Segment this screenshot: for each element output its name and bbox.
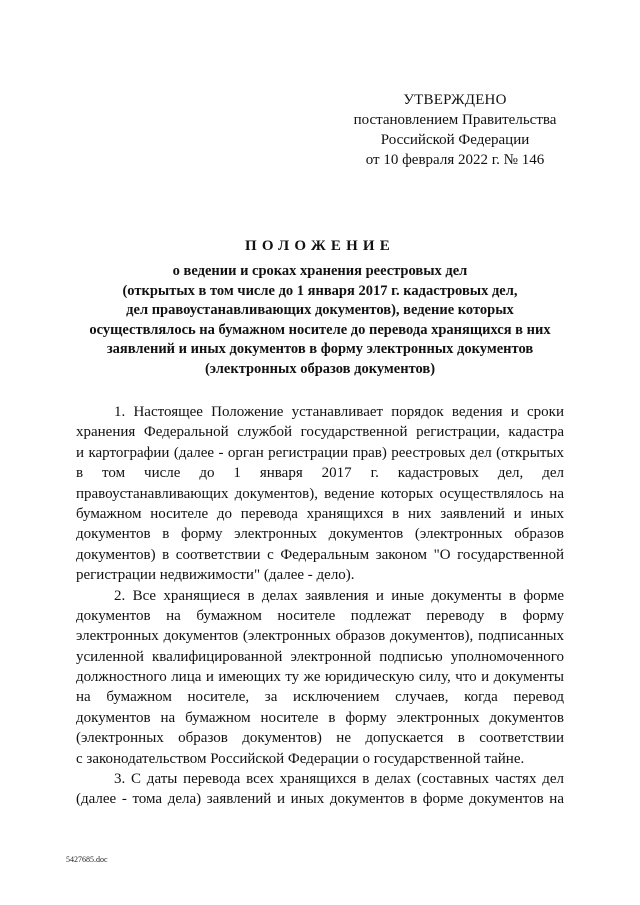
- approval-line-3: от 10 февраля 2022 г. № 146: [365, 152, 545, 168]
- subtitle-line: о ведении и сроках хранения реестровых дел: [172, 263, 468, 279]
- paragraph-1-line: регистрации недвижимости" (далее - дело).: [76, 567, 355, 584]
- paragraph-3-line: (далее - тома дела) заявлений и иных документов в форме документов на: [76, 791, 564, 808]
- document-title: ПОЛОЖЕНИЕ: [244, 238, 396, 254]
- document-subtitle: [40, 262, 600, 379]
- subtitle-line: заявлений и иных документов в форму электронных документов: [106, 341, 534, 357]
- paragraph-2-line: на бумажном носителе, за исключением случаев, когда перевод: [76, 689, 564, 706]
- paragraph-1-line: бумажном носителе до перевода хранящихся в них заявлений и иных: [76, 505, 564, 522]
- document-body: [76, 402, 564, 810]
- paragraph-2-line: электронных документов (электронных образов документов), подписанных: [76, 628, 564, 645]
- paragraph-1-line: документов в форму электронных документов (электронных образов: [76, 526, 564, 543]
- paragraph-2-line: документов на бумажном носителе подлежат переводу в форму: [76, 607, 564, 624]
- paragraph-2-line: усиленной квалифицированной электронной подписью уполномоченного: [76, 648, 564, 665]
- paragraph-1-line: в том числе до 1 января 2017 г. кадастровых дел, дел: [76, 465, 564, 482]
- approval-stamp: УТВЕРЖДЕНО: [403, 92, 507, 108]
- approval-line-2: Российской Федерации: [380, 132, 530, 148]
- subtitle-line: (открытых в том числе до 1 января 2017 г. кадастровых дел,: [122, 282, 518, 299]
- subtitle-line: (электронных образов документов): [204, 360, 436, 377]
- subtitle-line: осуществлялось на бумажном носителе до перевода хранящихся в них: [89, 321, 551, 338]
- approval-block: [340, 90, 570, 170]
- paragraph-2-line: 2. Все хранящиеся в делах заявления и иные документы в форме: [114, 587, 564, 604]
- paragraph-2-line: должностного лица и имеющих ту же юридическую силу, что и документы: [76, 669, 564, 686]
- paragraph-3-line: 3. С даты перевода всех хранящихся в делах (составных частях дел: [114, 771, 564, 788]
- paragraph-1-line: и картографии (далее - орган регистрации прав) реестровых дел (открытых: [76, 444, 564, 461]
- file-name-footer: 5427685.doc: [66, 855, 108, 864]
- paragraph-1-line: правоустанавливающих документов), ведение которых осуществлялось на: [76, 485, 564, 502]
- paragraph-2-line: с законодательством Российской Федерации о государственной тайне.: [76, 750, 525, 767]
- subtitle-line: дел правоустанавливающих документов), ведение которых: [126, 302, 514, 318]
- approval-line-1: постановлением Правительства: [353, 112, 557, 128]
- paragraph-2-line: (электронных образов документов) не допускается в соответствии: [76, 730, 564, 747]
- paragraph-1-line: документов) в соответствии с Федеральным законом "О государственной: [76, 546, 564, 563]
- paragraph-1-line: хранения Федеральной службой государственной регистрации, кадастра: [76, 424, 564, 441]
- paragraph-2-line: документов на бумажном носителе в форму электронных документов: [76, 709, 564, 726]
- paragraph-1-line: 1. Настоящее Положение устанавливает порядок ведения и сроки: [114, 404, 564, 420]
